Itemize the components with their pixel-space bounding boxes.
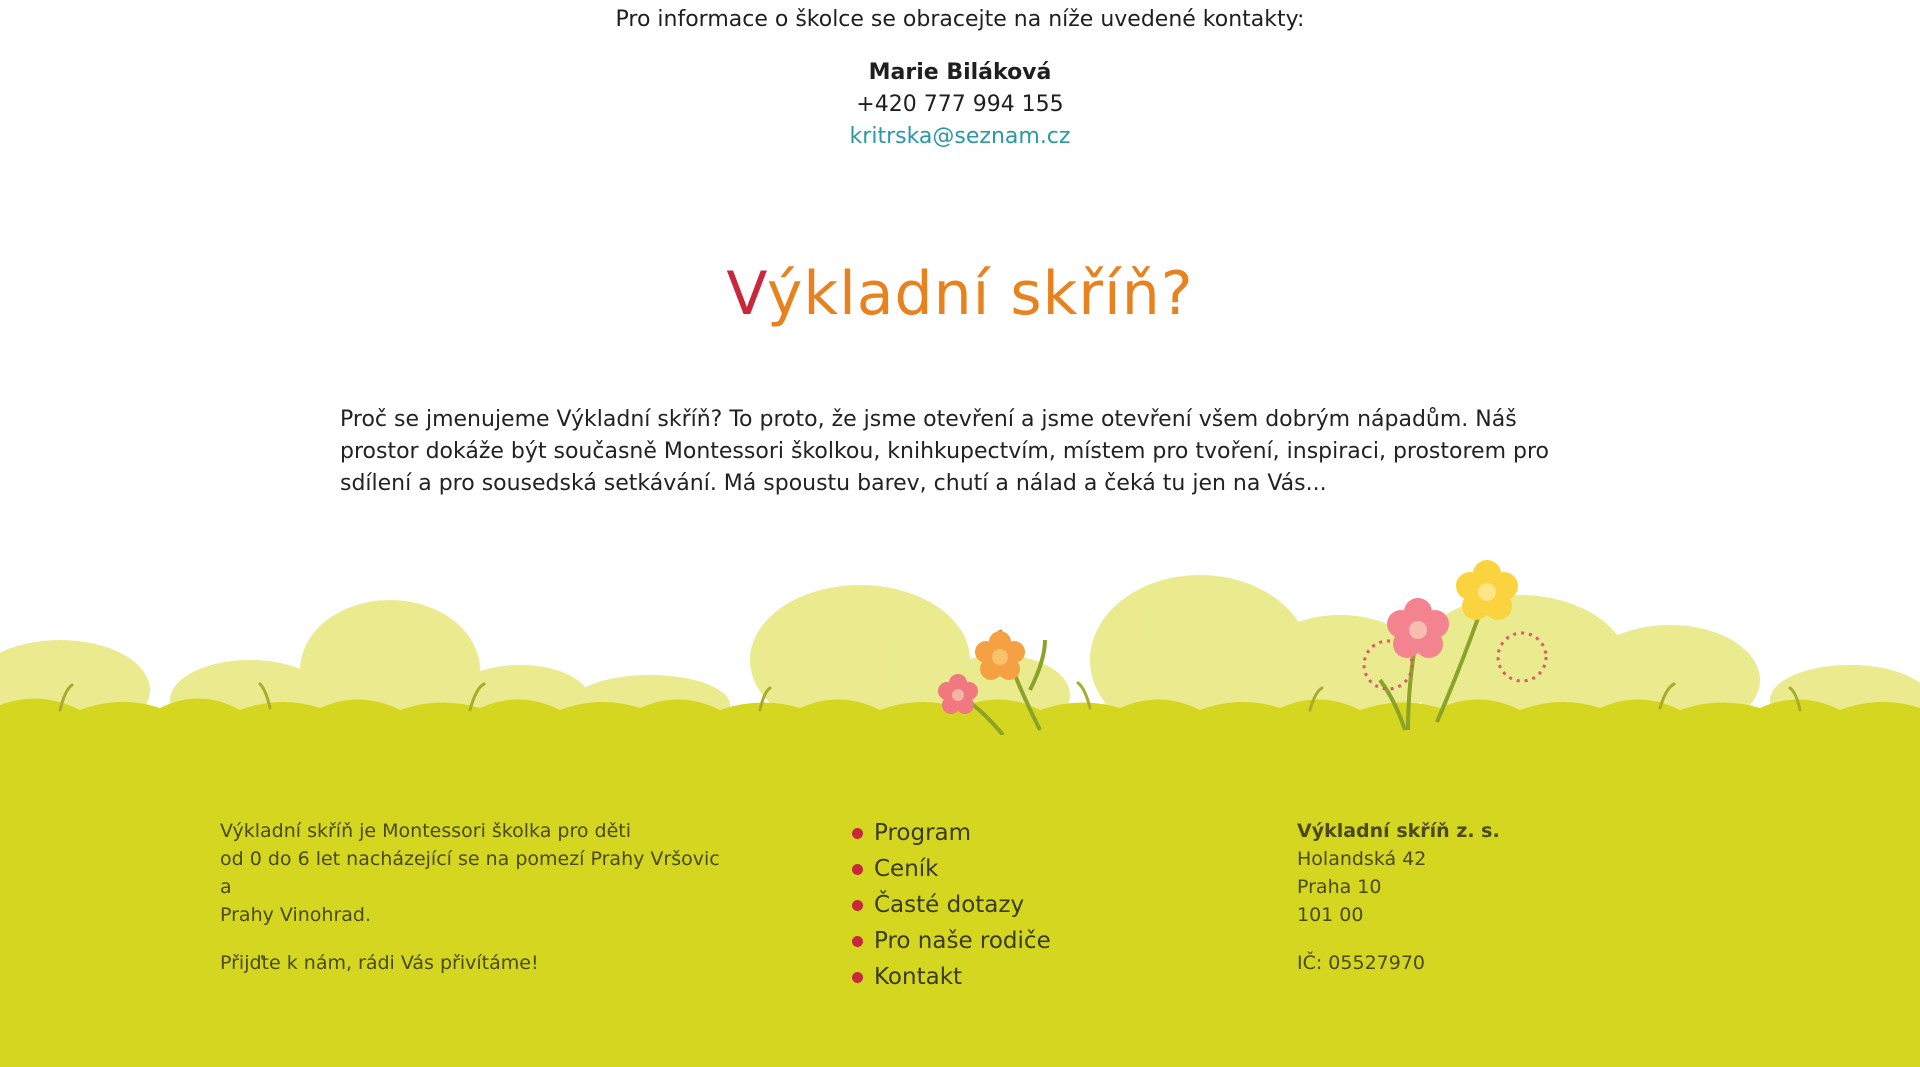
contact-intro: Pro informace o školce se obracejte na níže uvedené kontakty: <box>615 7 1305 32</box>
footer-description <box>220 817 720 977</box>
bullet-icon <box>852 972 863 983</box>
footer-address <box>1297 817 1500 977</box>
yellow-flower-icon <box>1456 560 1518 620</box>
org-street: Holandská 42 <box>1297 848 1427 870</box>
bullet-icon <box>852 828 863 839</box>
menu-item-program[interactable] <box>850 815 1051 851</box>
description-line: Výkladní skříň je Montessori školka pro děti <box>220 820 631 842</box>
menu-item-parents[interactable] <box>850 923 1051 959</box>
orange-flower-icon <box>975 631 1025 680</box>
contact-section <box>0 0 1920 152</box>
menu-link[interactable]: Kontakt <box>874 964 963 990</box>
org-zip: 101 00 <box>1297 904 1364 926</box>
menu-link[interactable]: Pro naše rodiče <box>874 928 1051 954</box>
contact-name: Marie Biláková <box>868 60 1052 85</box>
org-city: Praha 10 <box>1297 876 1382 898</box>
menu-item-contact[interactable] <box>850 959 1051 995</box>
bullet-icon <box>852 936 863 947</box>
contact-email-link[interactable]: kritrska@seznam.cz <box>849 124 1071 149</box>
menu-link[interactable]: Program <box>874 820 972 846</box>
org-ic: IČ: 05527970 <box>1297 952 1426 974</box>
footer <box>0 735 1920 1067</box>
description-line: od 0 do 6 let nacházející se na pomezí Prahy Vršovic a <box>220 848 720 898</box>
footer-invite: Přijďte k nám, rádi Vás přivítáme! <box>220 952 539 974</box>
bullet-icon <box>852 864 863 875</box>
menu-link[interactable]: Ceník <box>874 856 939 882</box>
about-paragraph: Proč se jmenujeme Výkladní skříň? To proto, že jsme otevření a jsme otevření všem dobrým nápadům. Náš prostor dokáže být současně Montessori školkou, knihkupectvím, místem pro tvoření, inspiraci, prostorem pro sdílení a pro sousedská setkávání. Má spoustu barev, chutí a nálad a čeká tu jen na Vás... <box>340 407 1549 496</box>
footer-menu <box>850 815 1051 995</box>
bullet-icon <box>852 900 863 911</box>
menu-link[interactable]: Časté dotazy <box>874 892 1025 918</box>
menu-item-cenik[interactable] <box>850 851 1051 887</box>
meadow-illustration <box>0 550 1920 750</box>
description-line: Prahy Vinohrad. <box>220 904 372 926</box>
section-heading <box>0 258 1920 330</box>
org-name: Výkladní skříň z. s. <box>1297 820 1500 842</box>
menu-item-faq[interactable] <box>850 887 1051 923</box>
pink-flower-right-icon <box>1387 598 1449 658</box>
contact-phone: +420 777 994 155 <box>856 92 1064 117</box>
heading-rest: ýkladní skříň? <box>766 259 1194 329</box>
heading-first-letter: V <box>726 259 767 329</box>
